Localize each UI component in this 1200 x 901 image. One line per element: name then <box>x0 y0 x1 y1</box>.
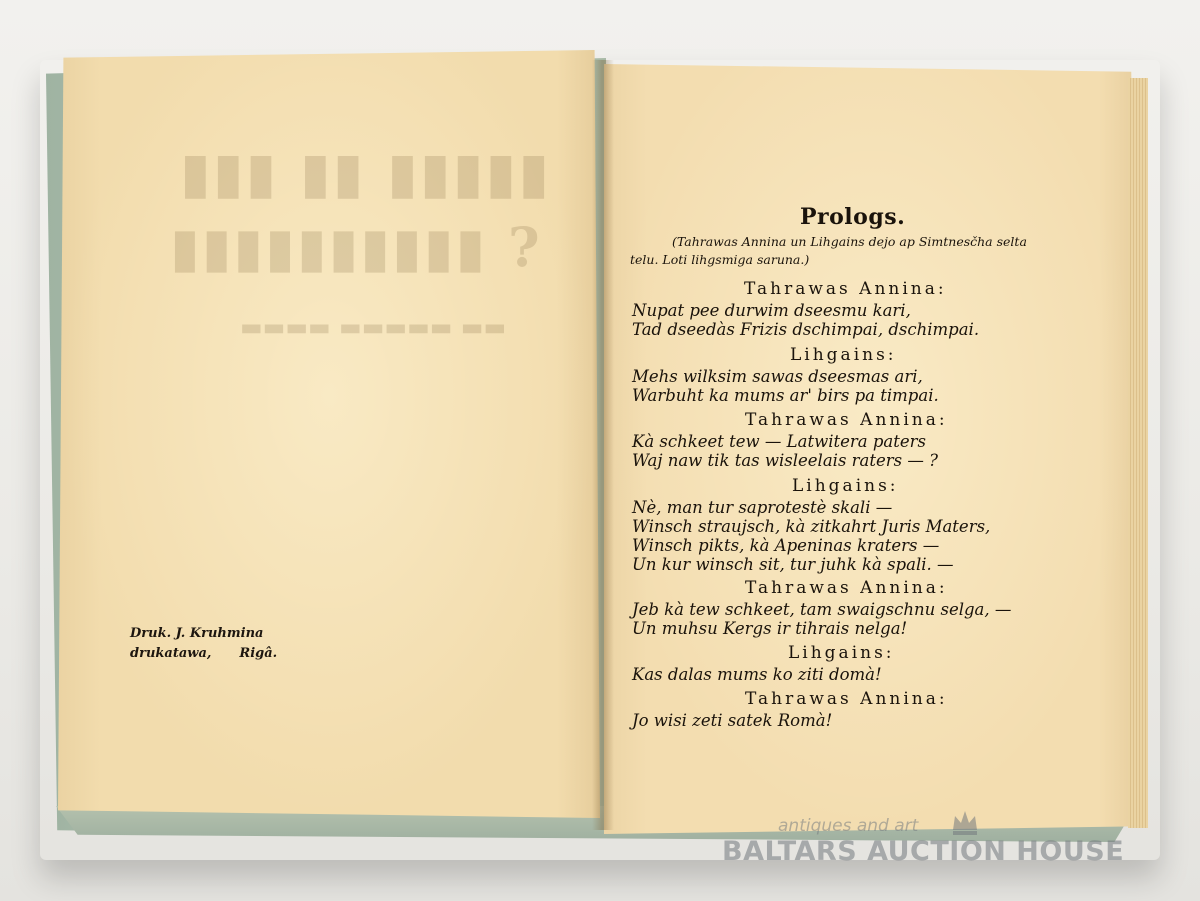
verse-line: Jeb kà tew schkeet, tam swaigschnu selga, — <box>632 600 1012 619</box>
speaker-name: Tahrawas Annina: <box>745 410 948 430</box>
speaker-name: Tahrawas Annina: <box>745 689 948 709</box>
speaker-name: Tahrawas Annina: <box>744 279 947 299</box>
show-through-mark: ▮▮▮ ▮▮ ▮▮▮▮▮ <box>180 140 552 206</box>
page-edges <box>1128 78 1148 828</box>
imprint-word-b: Rigâ. <box>239 646 278 661</box>
show-through-mark: ▮▮▮▮▮▮▮▮▮▮ ? <box>170 215 542 279</box>
stage-direction: (Tahrawas Annina un Lihgains dejo ap Simtnesčha selta <box>672 234 1027 249</box>
prologue-heading: Prologs. <box>800 204 906 230</box>
verse-line: Kas dalas mums ko ziti domà! <box>632 665 882 684</box>
verse-line: Winsch pikts, kà Apeninas kraters — <box>632 536 940 555</box>
verse-line: Waj naw tik tas wisleelais raters — ? <box>632 451 938 470</box>
verse-line: Jo wisi zeti satek Romà! <box>632 711 833 730</box>
imprint-line-2 <box>130 644 277 664</box>
verse-line: Nupat pee durwim dseesmu kari, <box>632 301 911 320</box>
watermark-tagline: antiques and art <box>778 816 919 836</box>
imprint-word-a: drukatawa, <box>130 646 212 661</box>
verse-line: Winsch straujsch, kà zitkahrt Juris Maters, <box>632 517 991 536</box>
imprint-line-1: Druk. J. Kruhmina <box>130 626 264 641</box>
verse-line: Tad dseedàs Frizis dschimpai, dschimpai. <box>632 320 980 339</box>
verse-line: Warbuht ka mums ar' birs pa timpai. <box>632 386 939 405</box>
watermark-brand: BALTARS AUCTION HOUSE <box>722 836 1125 867</box>
speaker-name: Lihgains: <box>788 643 895 663</box>
verse-line: Un muhsu Kergs ir tihrais nelga! <box>632 619 908 638</box>
speaker-name: Lihgains: <box>790 345 897 365</box>
speaker-name: Tahrawas Annina: <box>745 578 948 598</box>
verse-line: Mehs wilksim sawas dseesmas ari, <box>632 367 923 386</box>
crown-icon <box>950 808 980 836</box>
printer-imprint <box>130 624 277 664</box>
verse-line: Kà schkeet tew — Latwitera paters <box>632 432 926 451</box>
speaker-name: Lihgains: <box>792 476 899 496</box>
verse-line: Nè, man tur saprotestè skali — <box>632 498 893 517</box>
show-through-mark: ▬▬▬▬ ▬▬▬▬▬ ▬▬ <box>240 312 507 341</box>
book-gutter <box>592 60 614 830</box>
verse-line: Un kur winsch sit, tur juhk kà spali. — <box>632 555 954 574</box>
stage-direction: telu. Loti lihgsmiga sarunа.) <box>630 252 810 267</box>
